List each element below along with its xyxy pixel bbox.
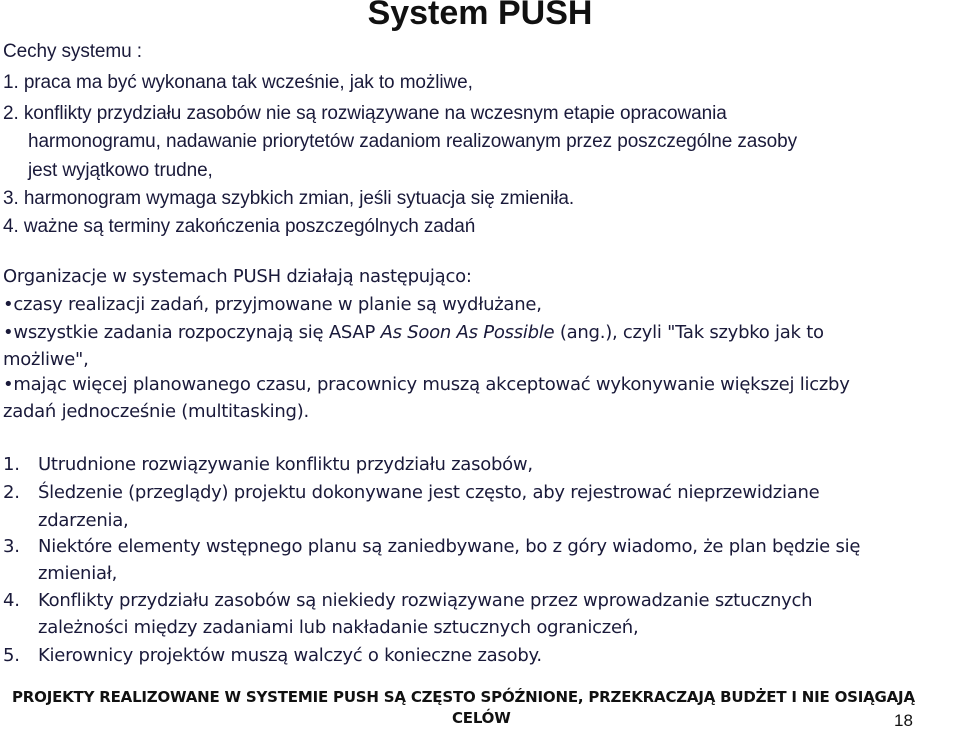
consequence-3-num: 3. [3,536,20,557]
consequence-5-num: 5. [3,645,20,666]
org-heading: Organizacje w systemach PUSH działają następująco: [3,266,472,287]
consequence-4-num: 4. [3,590,20,611]
feature-2: 2. konflikty przydziału zasobów nie są rozwiązywane na wczesnym etapie opracowania [3,103,727,124]
bullet-2-text-end: (ang.), czyli "Tak szybko jak to [554,322,824,343]
bullet-2 [3,322,824,343]
bullet-3-cont: zadań jednocześnie (multitasking). [3,401,309,422]
consequence-2: Śledzenie (przeglądy) projektu dokonywane jest często, aby rejestrować nieprzewidziane [38,482,820,503]
slide-title: System PUSH [367,0,593,32]
consequence-3: Niektóre elementy wstępnego planu są zaniedbywane, bo z góry wiadomo, że plan będzie się [38,536,861,557]
bullet-1: •czasy realizacji zadań, przyjmowane w planie są wydłużane, [3,294,542,315]
consequence-5: Kierownicy projektów muszą walczyć o konieczne zasoby. [38,645,542,666]
consequence-4-cont: zależności między zadaniami lub nakładanie sztucznych ograniczeń, [38,617,639,638]
consequence-2-num: 2. [3,482,20,503]
feature-2-cont-1: harmonogramu, nadawanie priorytetów zadaniom realizowanym przez poszczególne zasoby [28,131,797,152]
consequence-1-num: 1. [3,454,20,475]
consequence-1: Utrudnione rozwiązywanie konfliktu przydziału zasobów, [38,454,533,475]
bullet-3: •mając więcej planowanego czasu, pracownicy muszą akceptować wykonywanie większej liczby [3,374,850,395]
bullet-2-text: •wszystkie zadania rozpoczynają się ASAP [3,322,381,343]
footer-conclusion: PROJEKTY REALIZOWANE W SYSTEMIE PUSH SĄ CZĘSTO SPÓŹNIONE, PRZEKRACZAJĄ BUDŻET I NIE OSIĄGAJĄ [12,688,915,706]
feature-4: 4. ważne są terminy zakończenia poszczególnych zadań [3,216,476,237]
consequence-2-cont: zdarzenia, [38,510,129,531]
footer-conclusion-cont: CELÓW [452,709,511,727]
bullet-2-cont: możliwe", [3,349,89,370]
asap-expansion: As Soon As Possible [380,322,555,343]
consequence-3-cont: zmieniał, [38,563,118,584]
feature-2-cont-2: jest wyjątkowo trudne, [28,160,213,181]
feature-1: 1. praca ma być wykonana tak wcześnie, jak to możliwe, [3,72,473,93]
page-number: 18 [894,711,913,730]
consequence-4: Konflikty przydziału zasobów są niekiedy rozwiązywane przez wprowadzanie sztucznych [38,590,813,611]
features-intro: Cechy systemu : [3,41,142,62]
feature-3: 3. harmonogram wymaga szybkich zmian, jeśli sytuacja się zmieniła. [3,188,575,209]
